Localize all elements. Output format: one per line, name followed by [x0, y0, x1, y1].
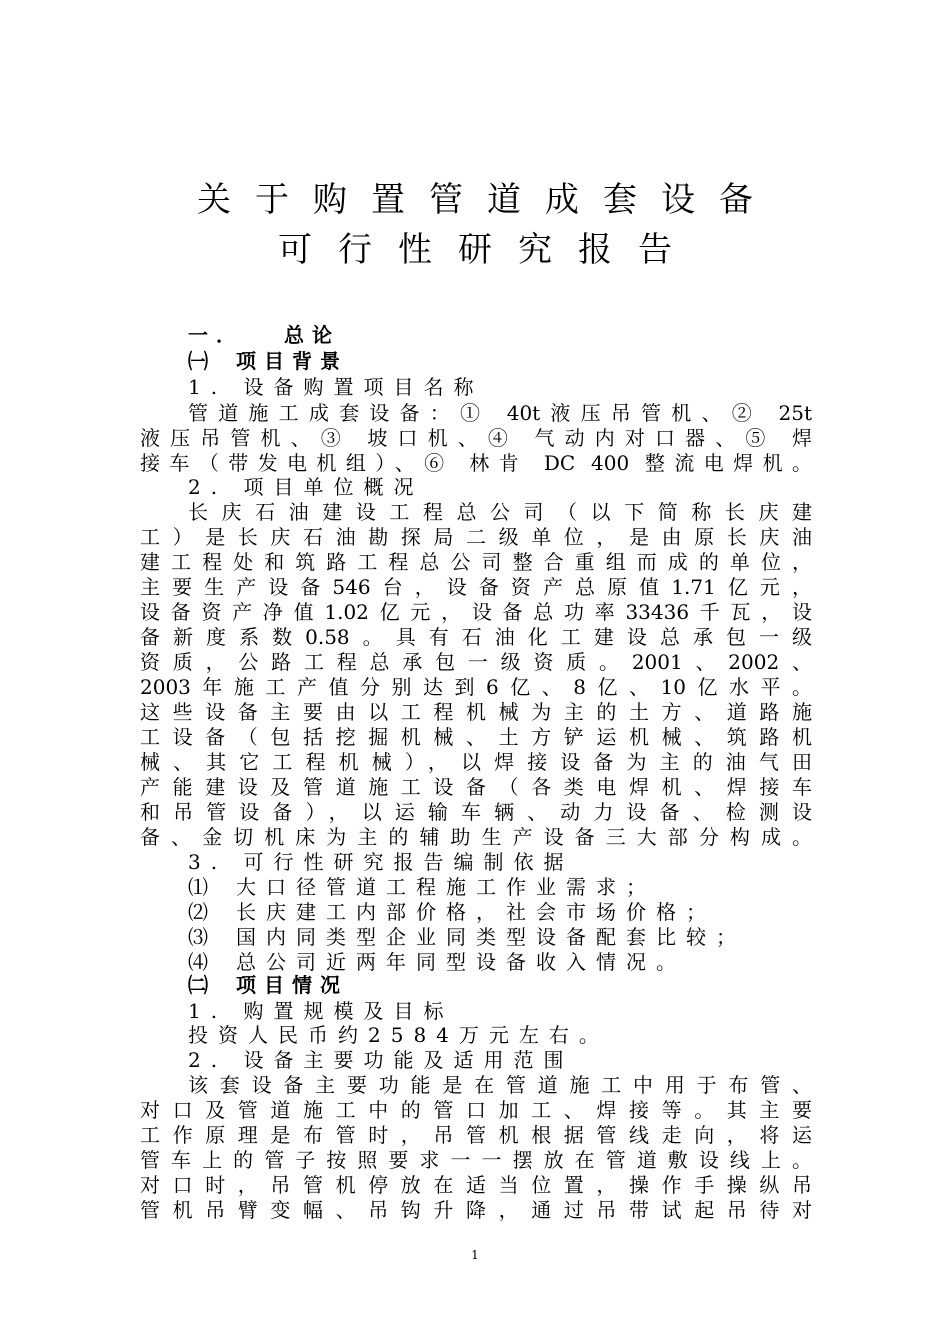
section-title: 总论	[284, 323, 340, 347]
section-number: 一．	[188, 323, 244, 347]
section-heading	[188, 322, 812, 348]
paragraph-line: 工作原理是布管时，吊管机根据管线走向，将运	[140, 1123, 812, 1147]
paragraph-line: 这些设备主要由以工程机械为主的土方、道路施	[140, 700, 812, 724]
basis-text: 长庆建工内部价格，社会市场价格；	[236, 900, 716, 924]
paragraph-line: 工设备（包括挖掘机械、土方铲运机械、筑路机	[140, 725, 812, 749]
basis-text: 大口径管道工程施工作业需求；	[236, 875, 656, 899]
basis-item	[188, 899, 812, 925]
basis-item	[188, 924, 812, 950]
subsection-number: ㈡	[188, 973, 216, 997]
page-number: 1	[471, 1248, 479, 1262]
paragraph-line: 该套设备主要功能是在管道施工中用于布管、	[188, 1073, 812, 1097]
basis-number: ⑶	[188, 925, 218, 949]
paragraph-line: 产能建设及管道施工设备（各类电焊机、焊接车	[140, 775, 812, 799]
subsection-heading	[188, 972, 812, 998]
item-heading: 3. 可行性研究报告编制依据	[188, 850, 574, 874]
paragraph-line: 主要生产设备546台，设备资产总原值1.71亿元，	[140, 575, 812, 599]
paragraph-line: 和吊管设备），以运输车辆、动力设备、检测设	[140, 800, 812, 824]
paragraph-line: 设备资产净值1.02亿元，设备总功率33436千瓦，设	[140, 600, 812, 624]
document-title-line-2: 可行性研究报告	[278, 230, 698, 270]
paragraph-line: 对口及管道施工中的管口加工、焊接等。其主要	[140, 1098, 812, 1122]
document-title-line-1: 关于购置管道成套设备	[197, 180, 777, 220]
paragraph-line: 长庆石油建设工程总公司（以下简称长庆建	[188, 500, 812, 524]
subsection-title: 项目背景	[236, 349, 348, 373]
basis-number: ⑴	[188, 875, 218, 899]
paragraph-line: 建工程处和筑路工程总公司整合重组而成的单位，	[140, 550, 812, 574]
paragraph-line: 管机吊臂变幅、吊钩升降，通过吊带试起吊待对	[140, 1198, 812, 1222]
paragraph-line: 管道施工成套设备：① 40t液压吊管机、② 25t	[188, 401, 812, 425]
paragraph-line: 液压吊管机、③ 坡口机、④ 气动内对口器、⑤ 焊	[140, 426, 812, 450]
paragraph-line: 管车上的管子按照要求一一摆放在管道敷设线上。	[140, 1148, 812, 1172]
basis-number: ⑵	[188, 900, 218, 924]
paragraph-line: 备新度系数0.58。具有石油化工建设总承包一级	[140, 625, 812, 649]
paragraph-line: 工）是长庆石油勘探局二级单位，是由原长庆油	[140, 525, 812, 549]
subsection-heading	[188, 348, 812, 374]
subsection-title: 项目情况	[236, 973, 348, 997]
basis-text: 总公司近两年同型设备收入情况。	[236, 950, 686, 974]
basis-text: 国内同类型企业同类型设备配套比较；	[236, 925, 746, 949]
paragraph-line: 投资人民币约2584万元左右。	[188, 1023, 609, 1047]
item-heading: 2. 设备主要功能及适用范围	[188, 1048, 574, 1072]
paragraph-line: 械、其它工程机械），以焊接设备为主的油气田	[140, 750, 812, 774]
item-heading: 1. 购置规模及目标	[188, 999, 454, 1023]
subsection-number: ㈠	[188, 349, 216, 373]
paragraph-line: 对口时，吊管机停放在适当位置，操作手操纵吊	[140, 1173, 812, 1197]
paragraph-line: 接车（带发电机组）、⑥ 林肯 DC 400 整流电焊机。	[140, 451, 812, 475]
item-heading: 1. 设备购置项目名称	[188, 375, 484, 399]
paragraph-line: 2003年施工产值分别达到6亿、8亿、10亿水平。	[140, 675, 812, 699]
paragraph-line: 备、金切机床为主的辅助生产设备三大部分构成。	[140, 825, 812, 849]
item-heading: 2. 项目单位概况	[188, 475, 424, 499]
basis-number: ⑷	[188, 950, 218, 974]
paragraph-line: 资质，公路工程总承包一级资质。2001、2002、	[140, 650, 812, 674]
basis-item	[188, 874, 812, 900]
